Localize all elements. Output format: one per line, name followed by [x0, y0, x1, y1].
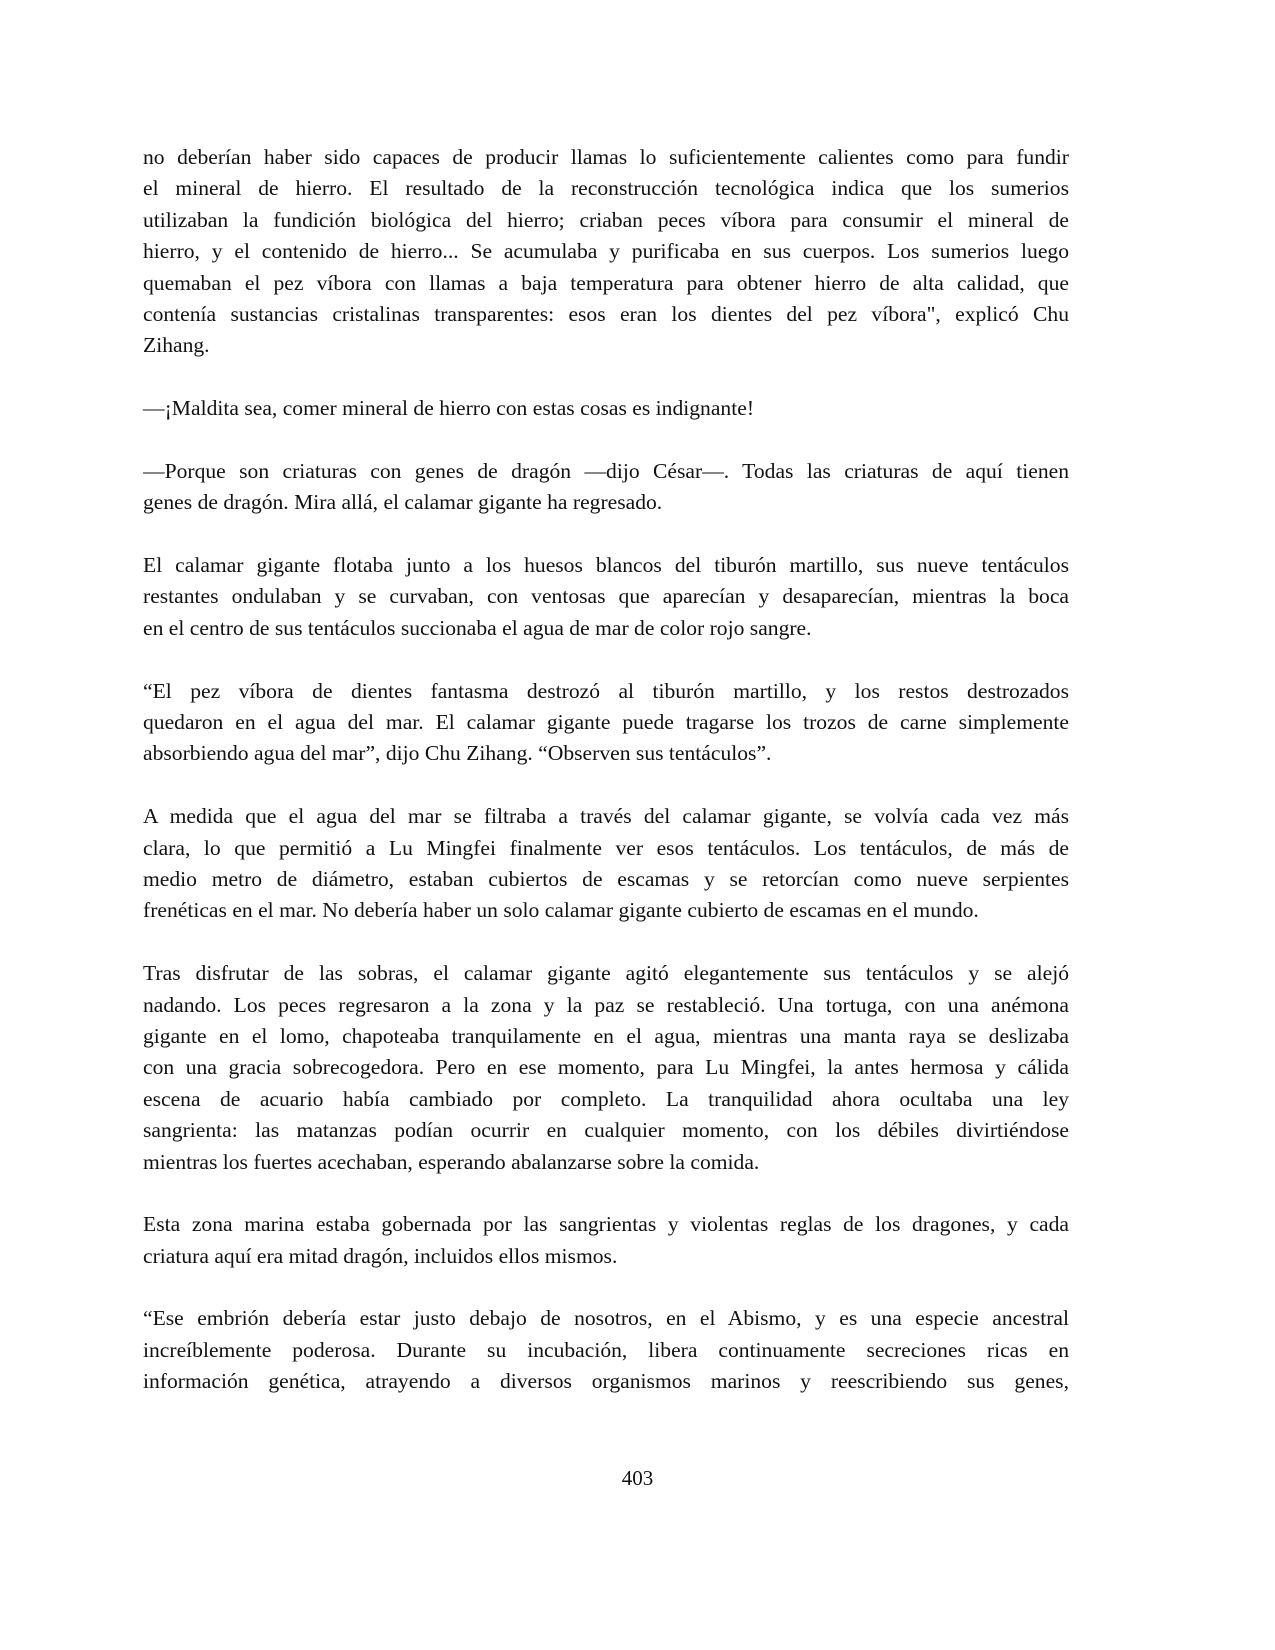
paragraph [143, 676, 1069, 770]
paragraph [143, 456, 1069, 519]
text-line: no deberían haber sido capaces de producir llamas lo suficientemente calientes como para fundir [143, 145, 1069, 169]
text-line: Esta zona marina estaba gobernada por las sangrientas y violentas reglas de los dragones, y cada [143, 1212, 1069, 1237]
paragraph [143, 550, 1069, 644]
text-line: criatura aquí era mitad dragón, incluidos ellos mismos. [143, 1243, 618, 1268]
text-line: —Porque son criaturas con genes de dragón —dijo César—. Todas las criaturas de aquí tienen [143, 458, 1069, 483]
paragraph [143, 801, 1069, 927]
text-line: sangrienta: las matanzas podían ocurrir en cualquier momento, con los débiles divirtiéndose [143, 1118, 1069, 1143]
text-line: nadando. Los peces regresaron a la zona y la paz se restableció. Una tortuga, con una anémona [143, 992, 1069, 1017]
text-line: absorbiendo agua del mar”, dijo Chu Zihang. “Observen sus tentáculos”. [143, 741, 772, 766]
text-line: mientras los fuertes acechaban, esperando abalanzarse sobre la comida. [143, 1149, 760, 1174]
text-line: —¡Maldita sea, comer mineral de hierro con estas cosas es indignante! [143, 396, 755, 421]
text-line: El calamar gigante flotaba junto a los huesos blancos del tiburón martillo, sus nueve tentáculos [143, 553, 1069, 578]
text-line: “Ese embrión debería estar justo debajo de nosotros, en el Abismo, y es una especie ancestral [143, 1306, 1069, 1331]
paragraph [143, 393, 1069, 424]
paragraph [143, 958, 1069, 1178]
text-line: el mineral de hierro. El resultado de la reconstrucción tecnológica indica que los sumerios [143, 176, 1069, 201]
text-line: Zihang. [143, 333, 210, 358]
page-body-text [143, 142, 1069, 1429]
text-line: hierro, y el contenido de hierro... Se acumulaba y purificaba en sus cuerpos. Los sumerios luego [143, 239, 1069, 264]
text-line: quedaron en el agua del mar. El calamar gigante puede tragarse los trozos de carne simplemente [143, 710, 1069, 735]
text-line: increíblemente poderosa. Durante su incubación, libera continuamente secreciones ricas en [143, 1337, 1069, 1362]
text-line: restantes ondulaban y se curvaban, con ventosas que aparecían y desaparecían, mientras la boca [143, 584, 1069, 609]
text-line: gigante en el lomo, chapoteaba tranquilamente en el agua, mientras una manta raya se deslizaba [143, 1023, 1069, 1048]
paragraph [143, 142, 1069, 362]
text-line: Tras disfrutar de las sobras, el calamar gigante agitó elegantemente sus tentáculos y se alejó [143, 961, 1069, 986]
text-line: información genética, atrayendo a diversos organismos marinos y reescribiendo sus genes, [143, 1369, 1069, 1394]
text-line: escena de acuario había cambiado por completo. La tranquilidad ahora ocultaba una ley [143, 1086, 1069, 1111]
text-line: clara, lo que permitió a Lu Mingfei finalmente ver esos tentáculos. Los tentáculos, de más de [143, 835, 1069, 860]
text-line: genes de dragón. Mira allá, el calamar gigante ha regresado. [143, 490, 663, 515]
text-line: medio metro de diámetro, estaban cubiertos de escamas y se retorcían como nueve serpientes [143, 866, 1069, 891]
text-line: quemaban el pez víbora con llamas a baja temperatura para obtener hierro de alta calidad, que [143, 270, 1069, 295]
page-number: 403 [621, 1466, 654, 1490]
paragraph [143, 1209, 1069, 1272]
text-line: frenéticas en el mar. No debería haber un solo calamar gigante cubierto de escamas en el mundo. [143, 898, 979, 923]
text-line: en el centro de sus tentáculos succionaba el agua de mar de color rojo sangre. [143, 615, 812, 640]
text-line: “El pez víbora de dientes fantasma destrozó al tiburón martillo, y los restos destrozados [143, 678, 1069, 703]
paragraph [143, 1303, 1069, 1397]
text-line: A medida que el agua del mar se filtraba a través del calamar gigante, se volvía cada vez más [143, 804, 1069, 829]
text-line: utilizaban la fundición biológica del hierro; criaban peces víbora para consumir el mineral de [143, 207, 1069, 232]
text-line: con una gracia sobrecogedora. Pero en ese momento, para Lu Mingfei, la antes hermosa y cálida [143, 1055, 1069, 1080]
text-line: contenía sustancias cristalinas transparentes: esos eran los dientes del pez víbora", explicó Chu [143, 301, 1069, 326]
